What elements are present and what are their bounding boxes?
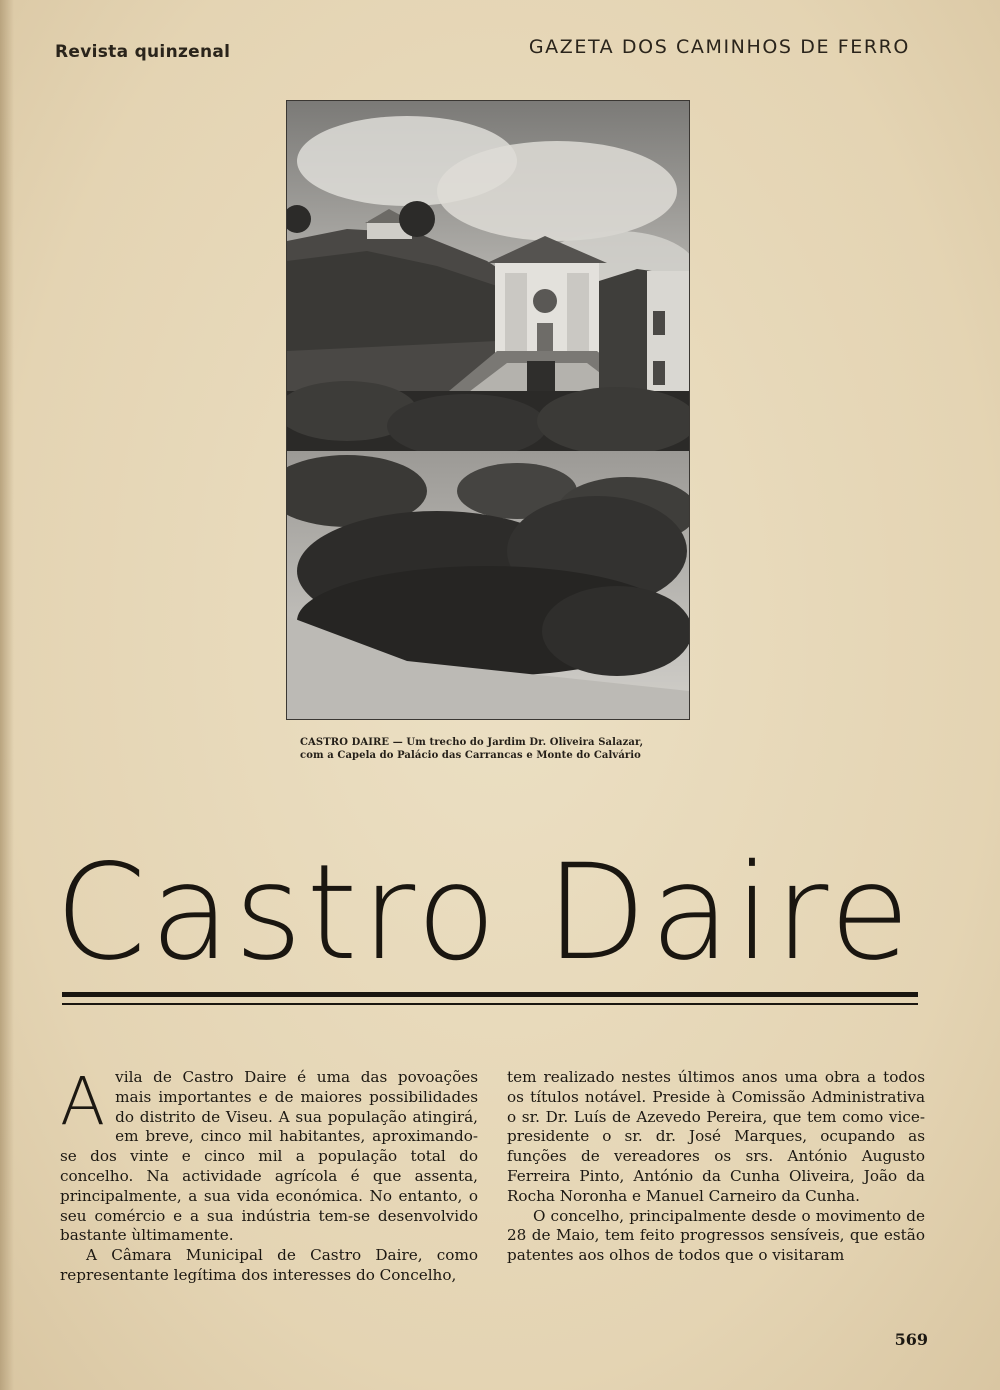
article-column-right [507, 1068, 925, 1266]
photo-caption [300, 737, 680, 762]
photo-caption-line-1: CASTRO DAIRE — Um trecho do Jardim Dr. Oliveira Salazar, [300, 737, 644, 748]
article-paragraph: tem realizado nestes últimos anos uma obra a todos os títulos notável. Preside à Comissão Administrativa o sr. Dr. Luís de Azevedo Pereira, que tem como vice-presidente o sr. dr. José Marques, ocupando as funções de vereadores os srs. António Augusto Ferreira Pinto, António da Cunha Oliveira, João da Rocha Noronha e Manuel Carneiro da Cunha. [507, 1068, 925, 1205]
article-paragraph: A Câmara Municipal de Castro Daire, como representante legítima dos interesses do Concelho, [60, 1246, 478, 1284]
drop-cap: A [60, 1063, 106, 1140]
article-title: Castro Daire [55, 836, 914, 990]
page-edge-shadow [0, 0, 14, 1390]
header-publication-title: GAZETA DOS CAMINHOS DE FERRO [528, 36, 910, 58]
photo-caption-line-2: com a Capela do Palácio das Carrancas e Monte do Calvário [300, 749, 641, 761]
page-number: 569 [894, 1330, 928, 1349]
article-paragraph: O concelho, principalmente desde o movimento de 28 de Maio, tem feito progressos sensíveis, que estão patentes aos olhos de todos que o visitaram [507, 1206, 925, 1265]
header-periodicity: Revista quinzenal [55, 42, 231, 62]
article-paragraph [60, 1063, 478, 1246]
title-rule-thick [62, 992, 918, 997]
article-column-left [60, 1063, 478, 1286]
title-rule-thin [62, 1003, 918, 1005]
article-paragraph-text: vila de Castro Daire é uma das povoações mais importantes e de maiores possibilidades do distrito de Viseu. A sua população atingirá, em breve, cinco mil habitantes, aproximando-se dos vinte e cinco mil a população total do concelho. Na actividade agrícola é que assenta, principalmente, a sua vida económica. No entanto, o seu comércio e a sua indústria tem-se desenvolvido bastante ùltimamente. [60, 1068, 478, 1245]
garden-chapel-photo-icon [286, 100, 690, 720]
